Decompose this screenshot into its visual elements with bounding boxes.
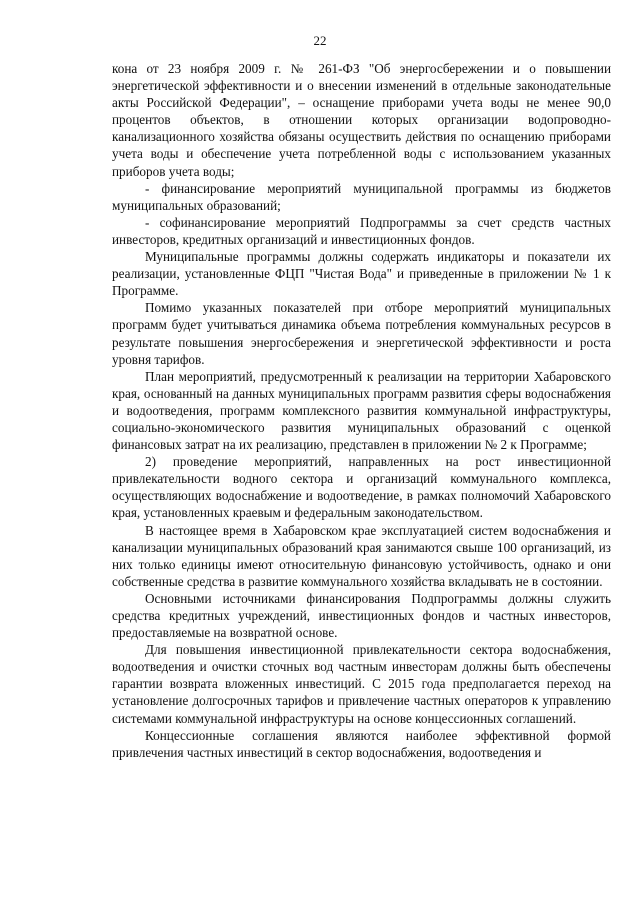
paragraph: кона от 23 ноября 2009 г. № 261-ФЗ "Об энергосбережении и о повышении энергетической эффективности и о внесении изменений в отдельные законодательные акты Российской Федерации", – оснащение приборами учета воды не менее 90,0 процентов объектов, в отношении которых организации водопроводно-канализационного хозяйства обязаны осуществить действия по оснащению приборами учета воды и обеспечение учета потребленной воды с использованием указанных приборов учета воды;	[112, 61, 611, 179]
paragraph: Основными источниками финансирования Подпрограммы должны служить средства кредитных учреждений, инвестиционных фондов и частных инвесторов, предоставляемые на возвратной основе.	[112, 590, 611, 641]
page-number: 22	[313, 33, 327, 48]
document-body	[112, 60, 611, 761]
paragraph: Муниципальные программы должны содержать индикаторы и показатели их реализации, установленные ФЦП "Чистая Вода" и приведенные в приложении № 1 к Программе.	[112, 249, 611, 299]
paragraph: Помимо указанных показателей при отборе мероприятий муниципальных программ будет учитываться динамика объема потребления коммунальных ресурсов в результате повышения энергосбережения и энергетической эффективности и роста уровня тарифов.	[112, 300, 611, 367]
paragraph: Для повышения инвестиционной привлекательности сектора водоснабжения, водоотведения и очистки сточных вод частным инвесторам должны быть обеспечены гарантии возврата вложенных инвестиций. С 2015 года предполагается переход на установление долгосрочных тарифов и привлечение частных операторов к управлению системами коммунальной инфраструктуры на основе концессионных соглашений.	[112, 642, 611, 726]
paragraph: - софинансирование мероприятий Подпрограммы за счет средств частных инвесторов, кредитных организаций и инвестиционных фондов.	[112, 214, 611, 247]
paragraph: В настоящее время в Хабаровском крае эксплуатацией систем водоснабжения и канализации муниципальных образований края занимаются свыше 100 организаций, из них только единицы имеют относительную финансовую устойчивость, однако и они собственные средства в развитие коммунального хозяйства вкладывать не в состоянии.	[112, 522, 611, 589]
paragraph: - финансирование мероприятий муниципальной программы из бюджетов муниципальных образований;	[112, 180, 611, 213]
paragraph: План мероприятий, предусмотренный к реализации на территории Хабаровского края, основанный на данных муниципальных программ развития сферы водоснабжения и водоотведения, программ комплексного развития коммунальной инфраструктуры, социально-экономического развития муниципальных образований с оценкой финансовых затрат на их реализацию, представлен в приложении № 2 к Программе;	[112, 368, 611, 453]
paragraph: Концессионные соглашения являются наиболее эффективной формой привлечения частных инвестиций в сектор водоснабжения, водоотведения и	[112, 727, 611, 760]
paragraph: 2) проведение мероприятий, направленных на рост инвестиционной привлекательности водного сектора и организаций коммунального комплекса, осуществляющих водоснабжение и водоотведение, в рамках полномочий Хабаровского края, установленных краевым и федеральным законодательством.	[112, 454, 611, 521]
